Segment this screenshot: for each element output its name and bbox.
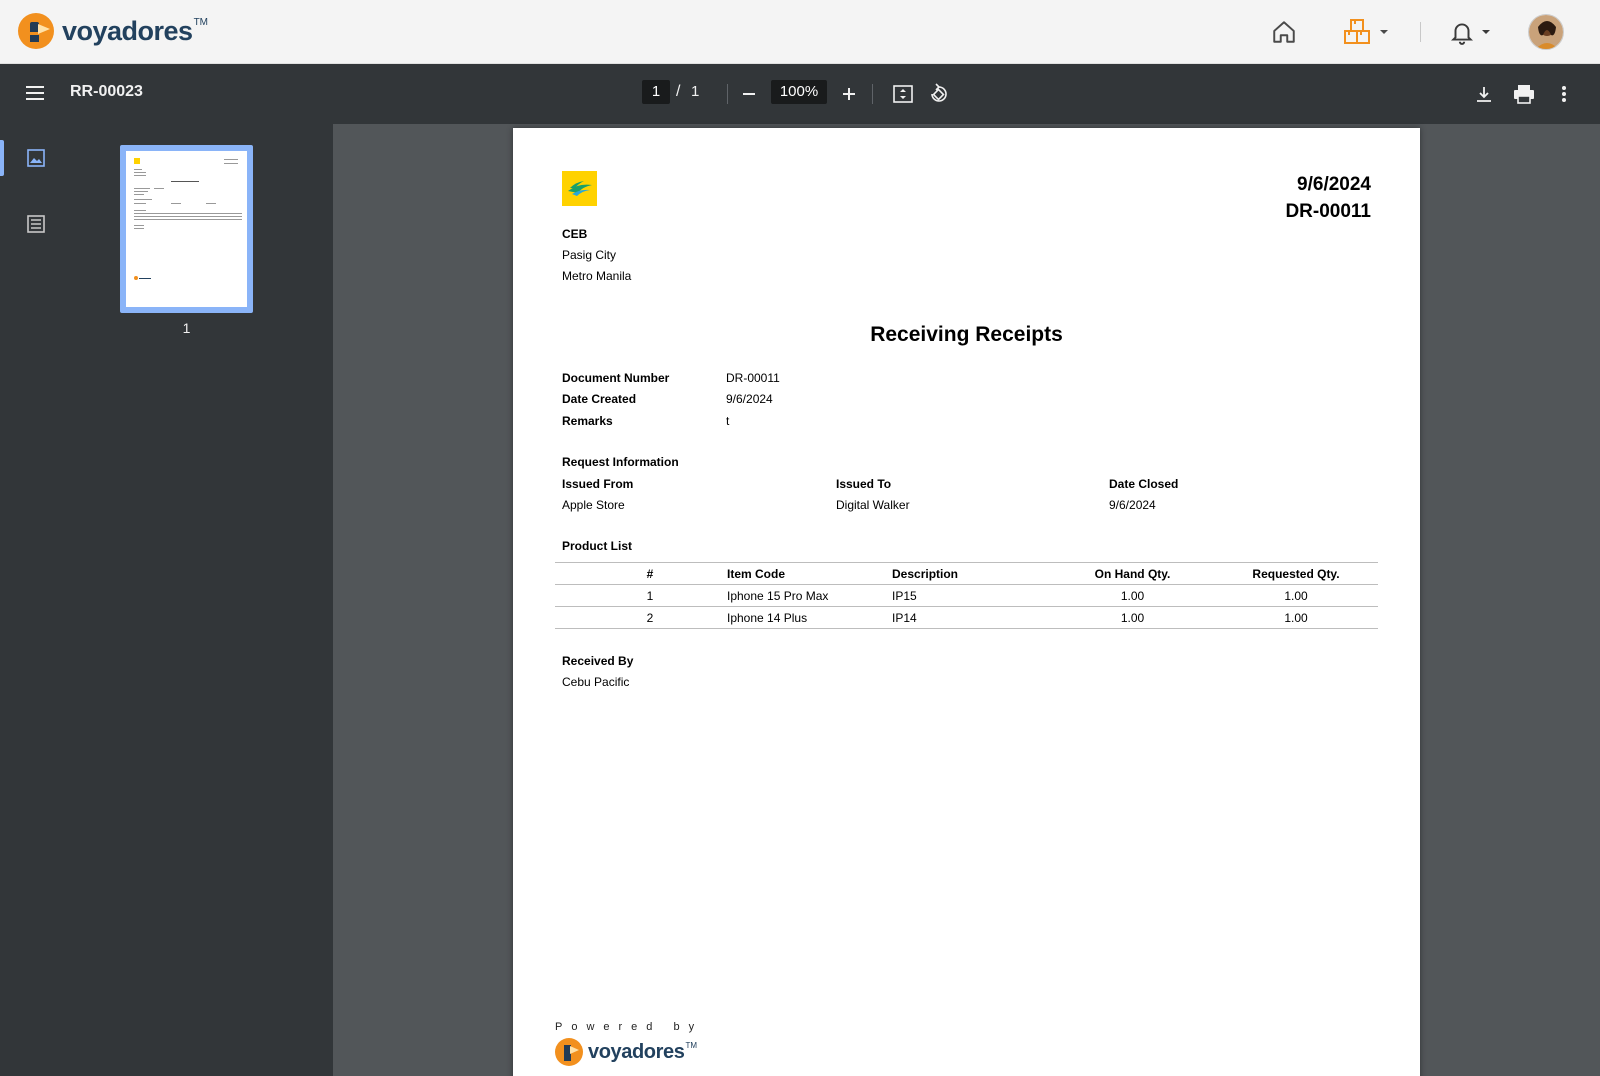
rotate-icon — [928, 83, 950, 105]
total-pages: 1 — [691, 83, 700, 100]
date-created-value: 9/6/2024 — [726, 392, 773, 406]
thumbnails-tab[interactable] — [0, 136, 72, 180]
company-logo — [562, 171, 597, 206]
product-table — [555, 562, 1378, 629]
thumbnail-sidebar — [0, 124, 333, 1076]
product-list-heading: Product List — [562, 539, 633, 553]
store-switcher-button[interactable] — [1342, 16, 1390, 48]
pdf-toolbar — [0, 64, 1600, 124]
fit-page-button[interactable] — [889, 80, 917, 108]
received-by-value: Cebu Pacific — [562, 675, 630, 689]
table-cell: Iphone 15 Pro Max — [727, 588, 829, 603]
document-number-value: DR-00011 — [726, 371, 780, 385]
column-header: # — [646, 566, 654, 581]
column-header: Item Code — [727, 566, 786, 581]
table-cell: 1.00 — [1284, 610, 1308, 625]
header-doc-number: DR-00011 — [1285, 201, 1371, 222]
brand-logo[interactable] — [18, 13, 208, 49]
minus-icon — [741, 86, 757, 102]
table-row — [555, 607, 1378, 629]
more-vert-icon — [1561, 85, 1567, 103]
column-header: Requested Qty. — [1252, 566, 1340, 581]
table-cell: 2 — [646, 610, 654, 625]
thumbnail-page-number: 1 — [182, 320, 191, 336]
bird-icon — [566, 179, 594, 199]
toolbar-divider — [872, 84, 873, 104]
issued-to-value: Digital Walker — [836, 498, 910, 512]
zoom-out-button[interactable] — [735, 80, 763, 108]
received-by-label: Received By — [562, 654, 634, 668]
list-icon — [27, 215, 45, 233]
table-header-row — [555, 563, 1378, 585]
table-cell: 1.00 — [1120, 610, 1145, 625]
lighthouse-icon — [18, 13, 54, 49]
image-icon — [27, 149, 45, 167]
zoom-level-input[interactable]: 100% — [771, 80, 827, 104]
table-cell: Iphone 14 Plus — [727, 610, 808, 625]
company-name: CEB — [562, 227, 588, 241]
brand-trademark: TM — [193, 17, 209, 28]
column-header: Description — [892, 566, 959, 581]
print-button[interactable] — [1510, 80, 1538, 108]
footer-brand — [555, 1038, 697, 1066]
issued-to-label: Issued To — [836, 477, 892, 491]
document-title: RR-00023 — [70, 83, 143, 100]
print-icon — [1513, 84, 1535, 104]
notifications-button[interactable] — [1448, 16, 1492, 48]
report-title: Receiving Receipts — [870, 323, 1063, 346]
company-region: Metro Manila — [562, 269, 632, 283]
lighthouse-icon — [555, 1038, 583, 1066]
page-thumbnail[interactable] — [120, 145, 253, 313]
page-separator: / — [676, 83, 681, 100]
document-page — [513, 128, 1420, 1076]
rotate-button[interactable] — [925, 80, 953, 108]
issued-from-label: Issued From — [562, 477, 634, 491]
fit-page-icon — [893, 84, 913, 104]
current-page-input[interactable]: 1 — [642, 80, 670, 104]
remarks-value: t — [726, 414, 730, 428]
table-cell: 1.00 — [1284, 588, 1308, 603]
brand-name: voyadores — [62, 15, 193, 46]
more-options-button[interactable] — [1550, 80, 1578, 108]
chevron-down-icon — [1481, 27, 1491, 37]
bell-icon — [1449, 19, 1475, 45]
header-divider — [1420, 22, 1421, 42]
app-header — [0, 0, 1600, 64]
footer-trademark: TM — [685, 1041, 698, 1050]
company-city: Pasig City — [562, 248, 617, 262]
table-row — [555, 585, 1378, 607]
date-closed-label: Date Closed — [1109, 477, 1179, 491]
date-closed-value: 9/6/2024 — [1109, 498, 1156, 512]
powered-by-text: Powered by — [555, 1021, 704, 1033]
remarks-label: Remarks — [562, 414, 613, 428]
download-button[interactable] — [1470, 80, 1498, 108]
table-cell: 1.00 — [1120, 588, 1145, 603]
date-created-label: Date Created — [562, 392, 637, 406]
request-info-heading: Request Information — [562, 455, 679, 469]
header-date: 9/6/2024 — [1297, 174, 1371, 195]
toolbar-divider — [727, 84, 728, 104]
user-avatar[interactable] — [1528, 14, 1564, 50]
menu-icon[interactable] — [24, 82, 46, 104]
home-icon[interactable] — [1268, 16, 1300, 48]
column-header: On Hand Qty. — [1094, 566, 1171, 581]
download-icon — [1475, 85, 1493, 103]
footer-brand-name: voyadores — [588, 1040, 685, 1063]
table-cell: IP14 — [892, 610, 917, 625]
zoom-in-button[interactable] — [835, 80, 863, 108]
table-cell: 1 — [646, 588, 654, 603]
plus-icon — [841, 86, 857, 102]
document-number-label: Document Number — [562, 371, 670, 385]
issued-from-value: Apple Store — [562, 498, 625, 512]
store-icon — [1343, 18, 1373, 46]
outline-tab[interactable] — [0, 202, 72, 246]
table-cell: IP15 — [892, 588, 917, 603]
chevron-down-icon — [1379, 27, 1389, 37]
